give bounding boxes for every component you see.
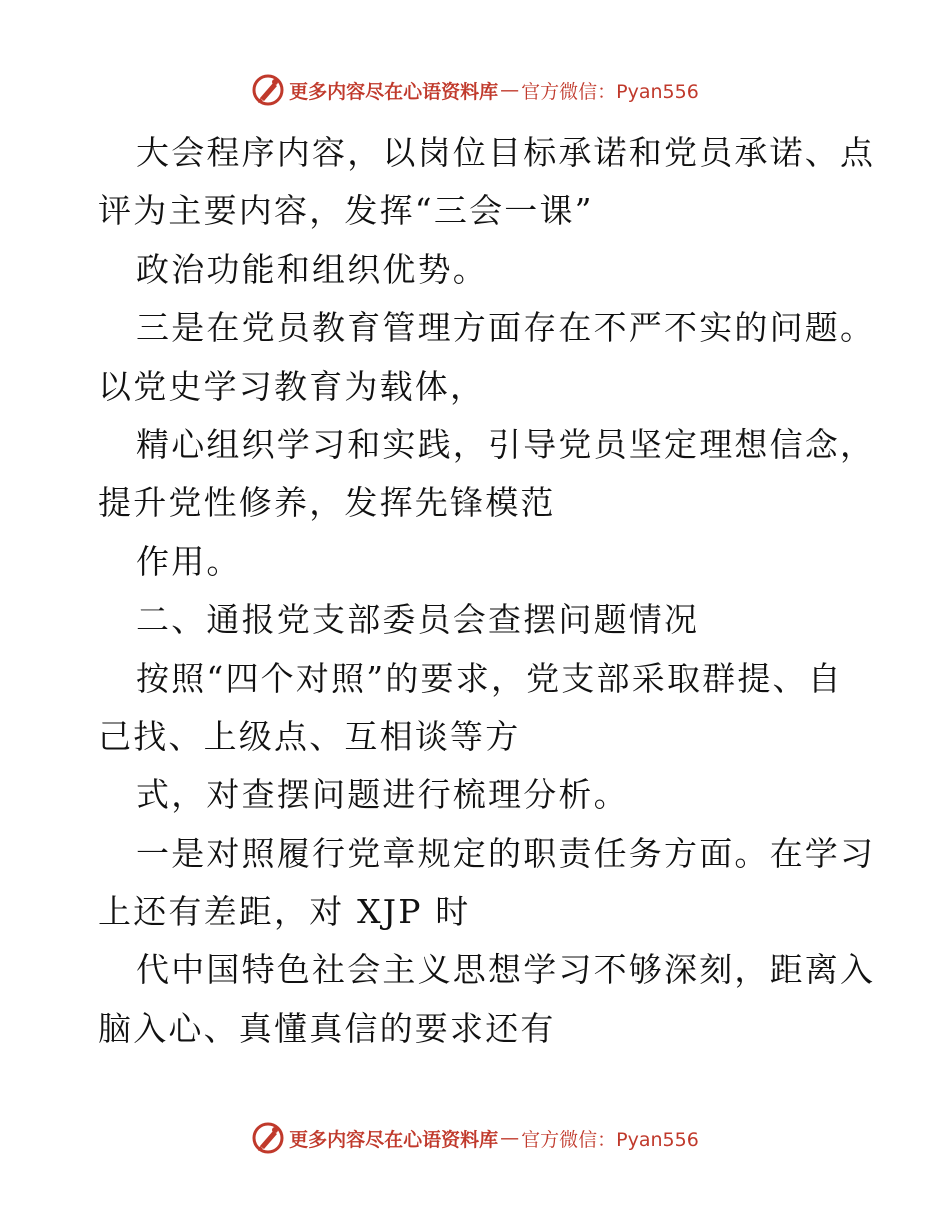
- text-line: 按照“四个对照”的要求，党支部采取群提、自: [136, 658, 843, 698]
- text-line: 一是对照履行党章规定的职责任务方面。在学习: [136, 833, 876, 873]
- document-body: [98, 124, 876, 1058]
- text-line: 代中国特色社会主义思想学习不够深刻，距离入: [136, 950, 876, 990]
- text-line: 精心组织学习和实践，引导党员坚定理想信念，: [136, 424, 876, 464]
- text-line: 大会程序内容，以岗位目标承诺和党员承诺、点: [136, 133, 876, 172]
- pen-logo-icon: [251, 73, 285, 107]
- pen-logo-icon: [251, 1121, 285, 1155]
- banner-title: 更多内容尽在心语资料库: [289, 1128, 499, 1151]
- text-line: 评为主要内容，发挥“三会一课”: [98, 191, 594, 231]
- footer-banner: [0, 1118, 950, 1158]
- text-line: 三是在党员教育管理方面存在不严不实的问题。: [136, 308, 876, 348]
- section-heading: 二、通报党支部委员会查摆问题情况: [136, 600, 700, 640]
- banner-dash: —: [500, 79, 520, 101]
- text-line: 提升党性修养，发挥先锋模范: [98, 483, 556, 523]
- text-line: 脑入心、真懂真信的要求还有: [98, 1008, 556, 1048]
- header-banner: [0, 70, 950, 110]
- text-line: 式，对查摆问题进行梳理分析。: [136, 775, 629, 815]
- text-line: 己找、上级点、互相谈等方: [98, 716, 521, 756]
- text-line: 以党史学习教育为载体，: [98, 366, 486, 406]
- banner-wechat: 官方微信：Pyan556: [521, 80, 699, 103]
- banner-dash: —: [500, 1127, 520, 1149]
- text-line: 作用。: [136, 541, 242, 581]
- banner-wechat: 官方微信：Pyan556: [521, 1128, 699, 1151]
- banner-title: 更多内容尽在心语资料库: [289, 80, 499, 103]
- text-line: 上还有差距，对 XJP 时: [98, 892, 471, 932]
- text-line: 政治功能和组织优势。: [136, 249, 488, 289]
